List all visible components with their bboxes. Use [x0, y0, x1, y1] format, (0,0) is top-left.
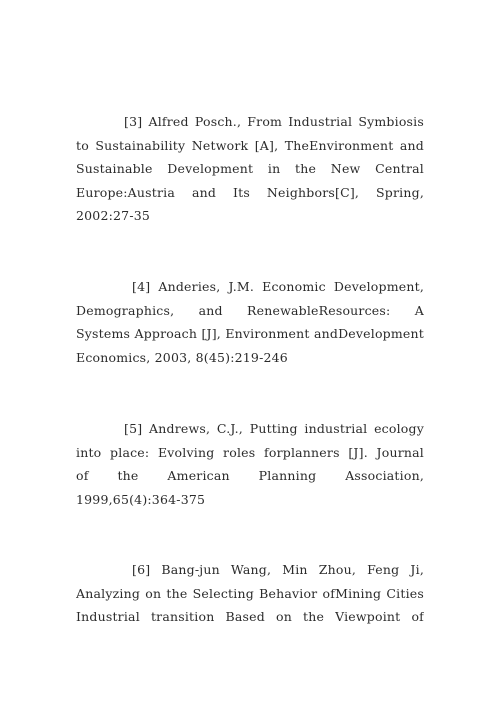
reference-line: Economics, 2003, 8(45):219-246 [76, 349, 288, 365]
reference-line: [4] Anderies, J.M. Economic Development, [132, 279, 424, 294]
reference-line: Analyzing on the Selecting Behavior ofMining Cities [76, 585, 424, 601]
reference-line: Industrial transition Based on the Viewpoint of [76, 609, 424, 625]
reference-line: Demographics, and RenewableResources: A [76, 302, 424, 318]
reference-line: 2002:27-35 [76, 208, 151, 224]
reference-line: 1999,65(4):364-375 [76, 491, 206, 507]
reference-6 [76, 558, 424, 629]
reference-line: [3] Alfred Posch., From Industrial Symbiosis [124, 114, 424, 129]
reference-line: Sustainable Development in the New Central [76, 161, 424, 177]
reference-line: [6] Bang-jun Wang, Min Zhou, Feng Ji, [132, 562, 424, 577]
reference-3 [76, 110, 424, 228]
reference-4 [76, 275, 424, 369]
reference-5 [76, 417, 424, 511]
reference-line: Systems Approach [J], Environment andDevelopment [76, 326, 424, 342]
reference-line: of the American Planning Association, [76, 468, 424, 484]
reference-line: to Sustainability Network [A], TheEnvironment and [76, 137, 424, 153]
reference-line: into place: Evolving roles forplanners [J]. Journal [76, 444, 424, 460]
reference-line: [5] Andrews, C.J., Putting industrial ecology [124, 421, 424, 436]
reference-line: Europe:Austria and Its Neighbors[C], Spring, [76, 184, 424, 200]
